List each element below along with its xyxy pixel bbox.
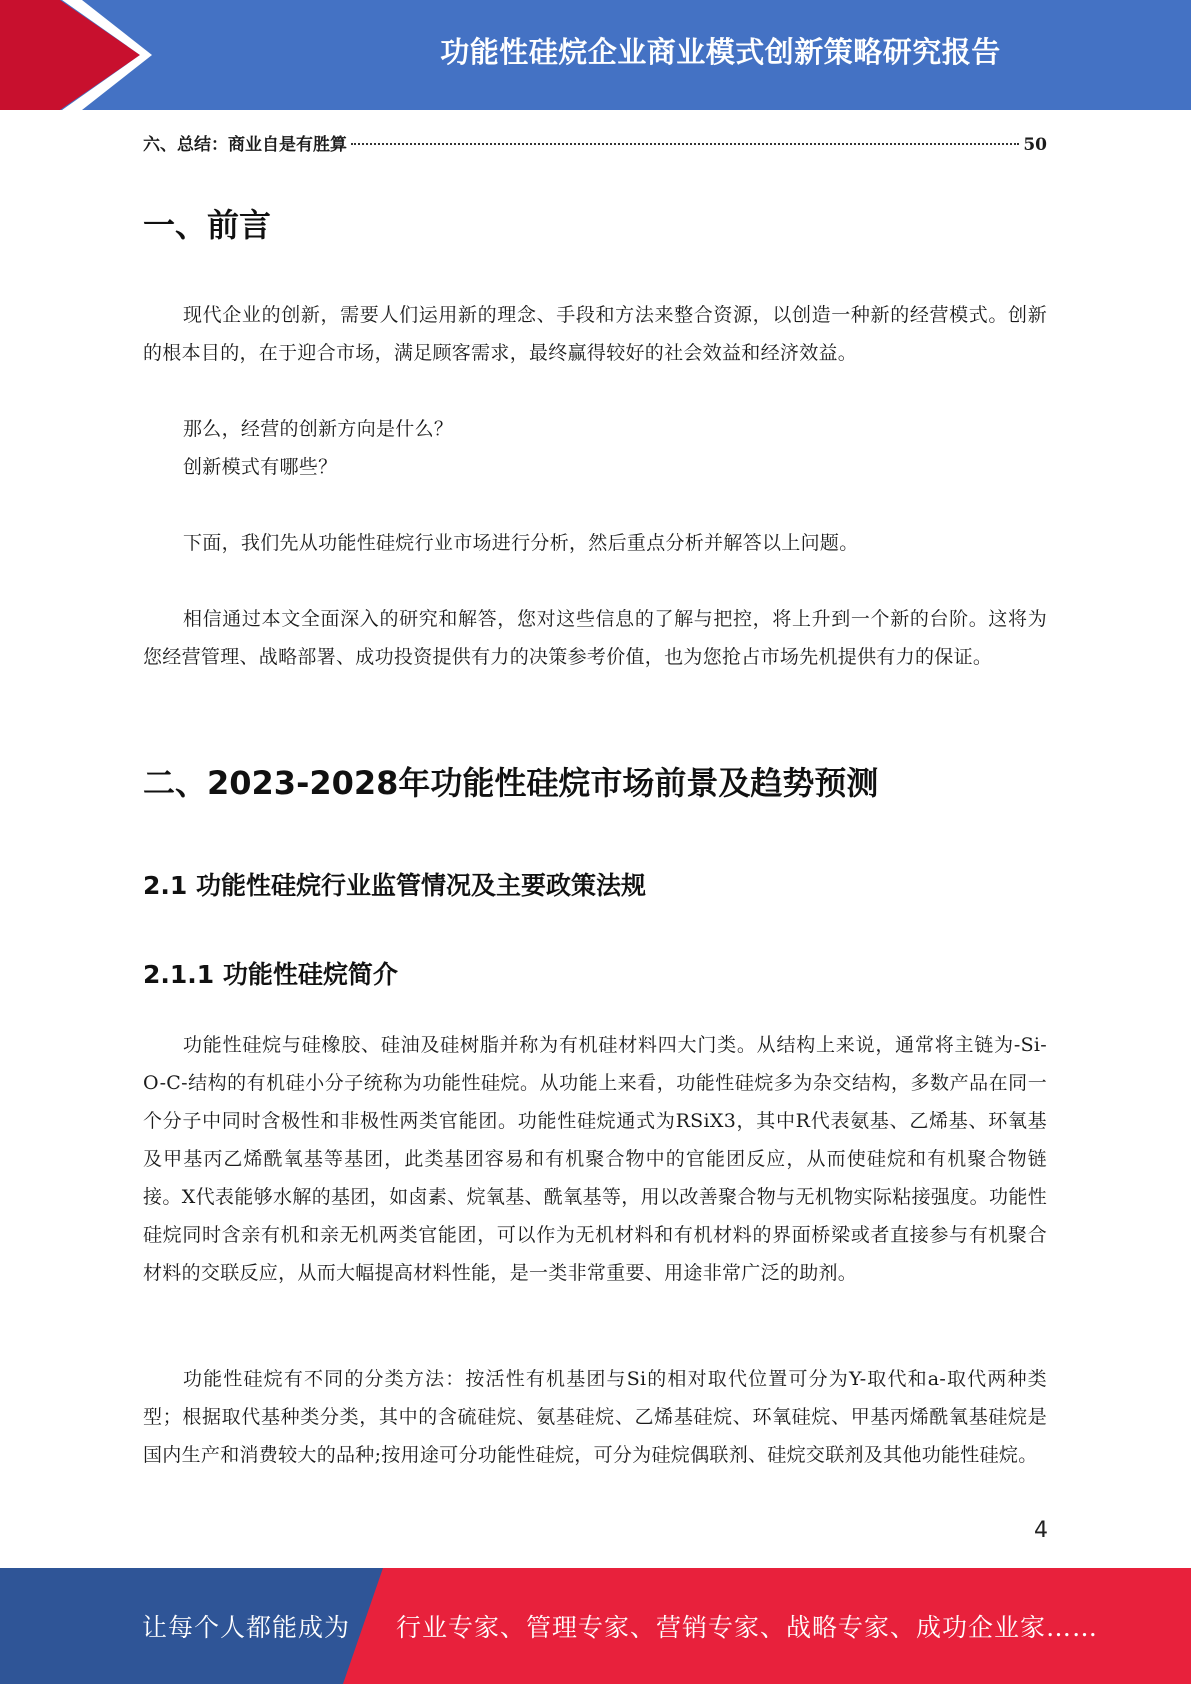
page-footer — [0, 1568, 1191, 1684]
page-header — [0, 0, 1191, 110]
footer-slogan-roles: 行业专家、管理专家、营销专家、战略专家、成功企业家…… — [396, 1613, 1099, 1642]
arrow-chevron-icon — [0, 0, 160, 110]
toc-entry-label: 六、总结：商业自是有胜算 — [143, 135, 347, 155]
report-title: 功能性硅烷企业商业模式创新策略研究报告 — [440, 34, 1001, 69]
question-modes: 创新模式有哪些？ — [183, 456, 338, 478]
paragraph-silane-classification: 功能性硅烷有不同的分类方法：按活性有机基团与Si的相对取代位置可分为Y-取代和a-取代两种类型；根据取代基种类分类，其中的含硫硅烷、氨基硅烷、乙烯基硅烷、环氧硅烷、甲基丙烯酰氧基硅烷是国内生产和消费较大的品种;按用途可分功能性硅烷，可分为硅烷偶联剂、硅烷交联剂及其他功能性硅烷。 — [143, 1368, 1047, 1466]
page-number: 4 — [1034, 1518, 1048, 1543]
paragraph-silane-definition: 功能性硅烷与硅橡胶、硅油及硅树脂并称为有机硅材料四大门类。从结构上来说，通常将主链为-Si-O-C-结构的有机硅小分子统称为功能性硅烷。从功能上来看，功能性硅烷多为杂交结构，多数产品在同一个分子中同时含极性和非极性两类官能团。功能性硅烷通式为RSiX3，其中R代表氨基、乙烯基、环氧基及甲基丙乙烯酰氧基等基团，此类基团容易和有机聚合物中的官能团反应，从而使硅烷和有机聚合物链接。X代表能够水解的基团，如卤素、烷氧基、酰氧基等，用以改善聚合物与无机物实际粘接强度。功能性硅烷同时含亲有机和亲无机两类官能团，可以作为无机材料和有机材料的界面桥梁或者直接参与有机聚合材料的交联反应，从而大幅提高材料性能，是一类非常重要、用途非常广泛的助剂。 — [143, 1034, 1047, 1284]
section-heading-forecast: 二、2023-2028年功能性硅烷市场前景及趋势预测 — [143, 764, 879, 802]
paragraph-analysis-plan: 下面，我们先从功能性硅烷行业市场进行分析，然后重点分析并解答以上问题。 — [183, 532, 859, 554]
paragraph-intro: 现代企业的创新，需要人们运用新的理念、手段和方法来整合资源，以创造一种新的经营模式。创新的根本目的，在于迎合市场，满足顾客需求，最终赢得较好的社会效益和经济效益。 — [143, 304, 1047, 364]
footer-slogan-lead: 让每个人都能成为 — [142, 1613, 351, 1642]
paragraph-value: 相信通过本文全面深入的研究和解答，您对这些信息的了解与把控，将上升到一个新的台阶。这将为您经营管理、战略部署、成功投资提供有力的决策参考价值，也为您抢占市场先机提供有力的保证。 — [143, 608, 1047, 668]
subsection-heading-regulation: 2.1 功能性硅烷行业监管情况及主要政策法规 — [143, 871, 646, 900]
toc-entry[interactable] — [143, 130, 1047, 158]
subsection-heading-intro: 2.1.1 功能性硅烷简介 — [143, 960, 398, 989]
toc-entry-page: 50 — [1023, 135, 1047, 155]
question-direction: 那么，经营的创新方向是什么？ — [183, 418, 454, 440]
section-heading-preface: 一、前言 — [143, 206, 272, 244]
toc-leader-dots — [351, 143, 1019, 145]
